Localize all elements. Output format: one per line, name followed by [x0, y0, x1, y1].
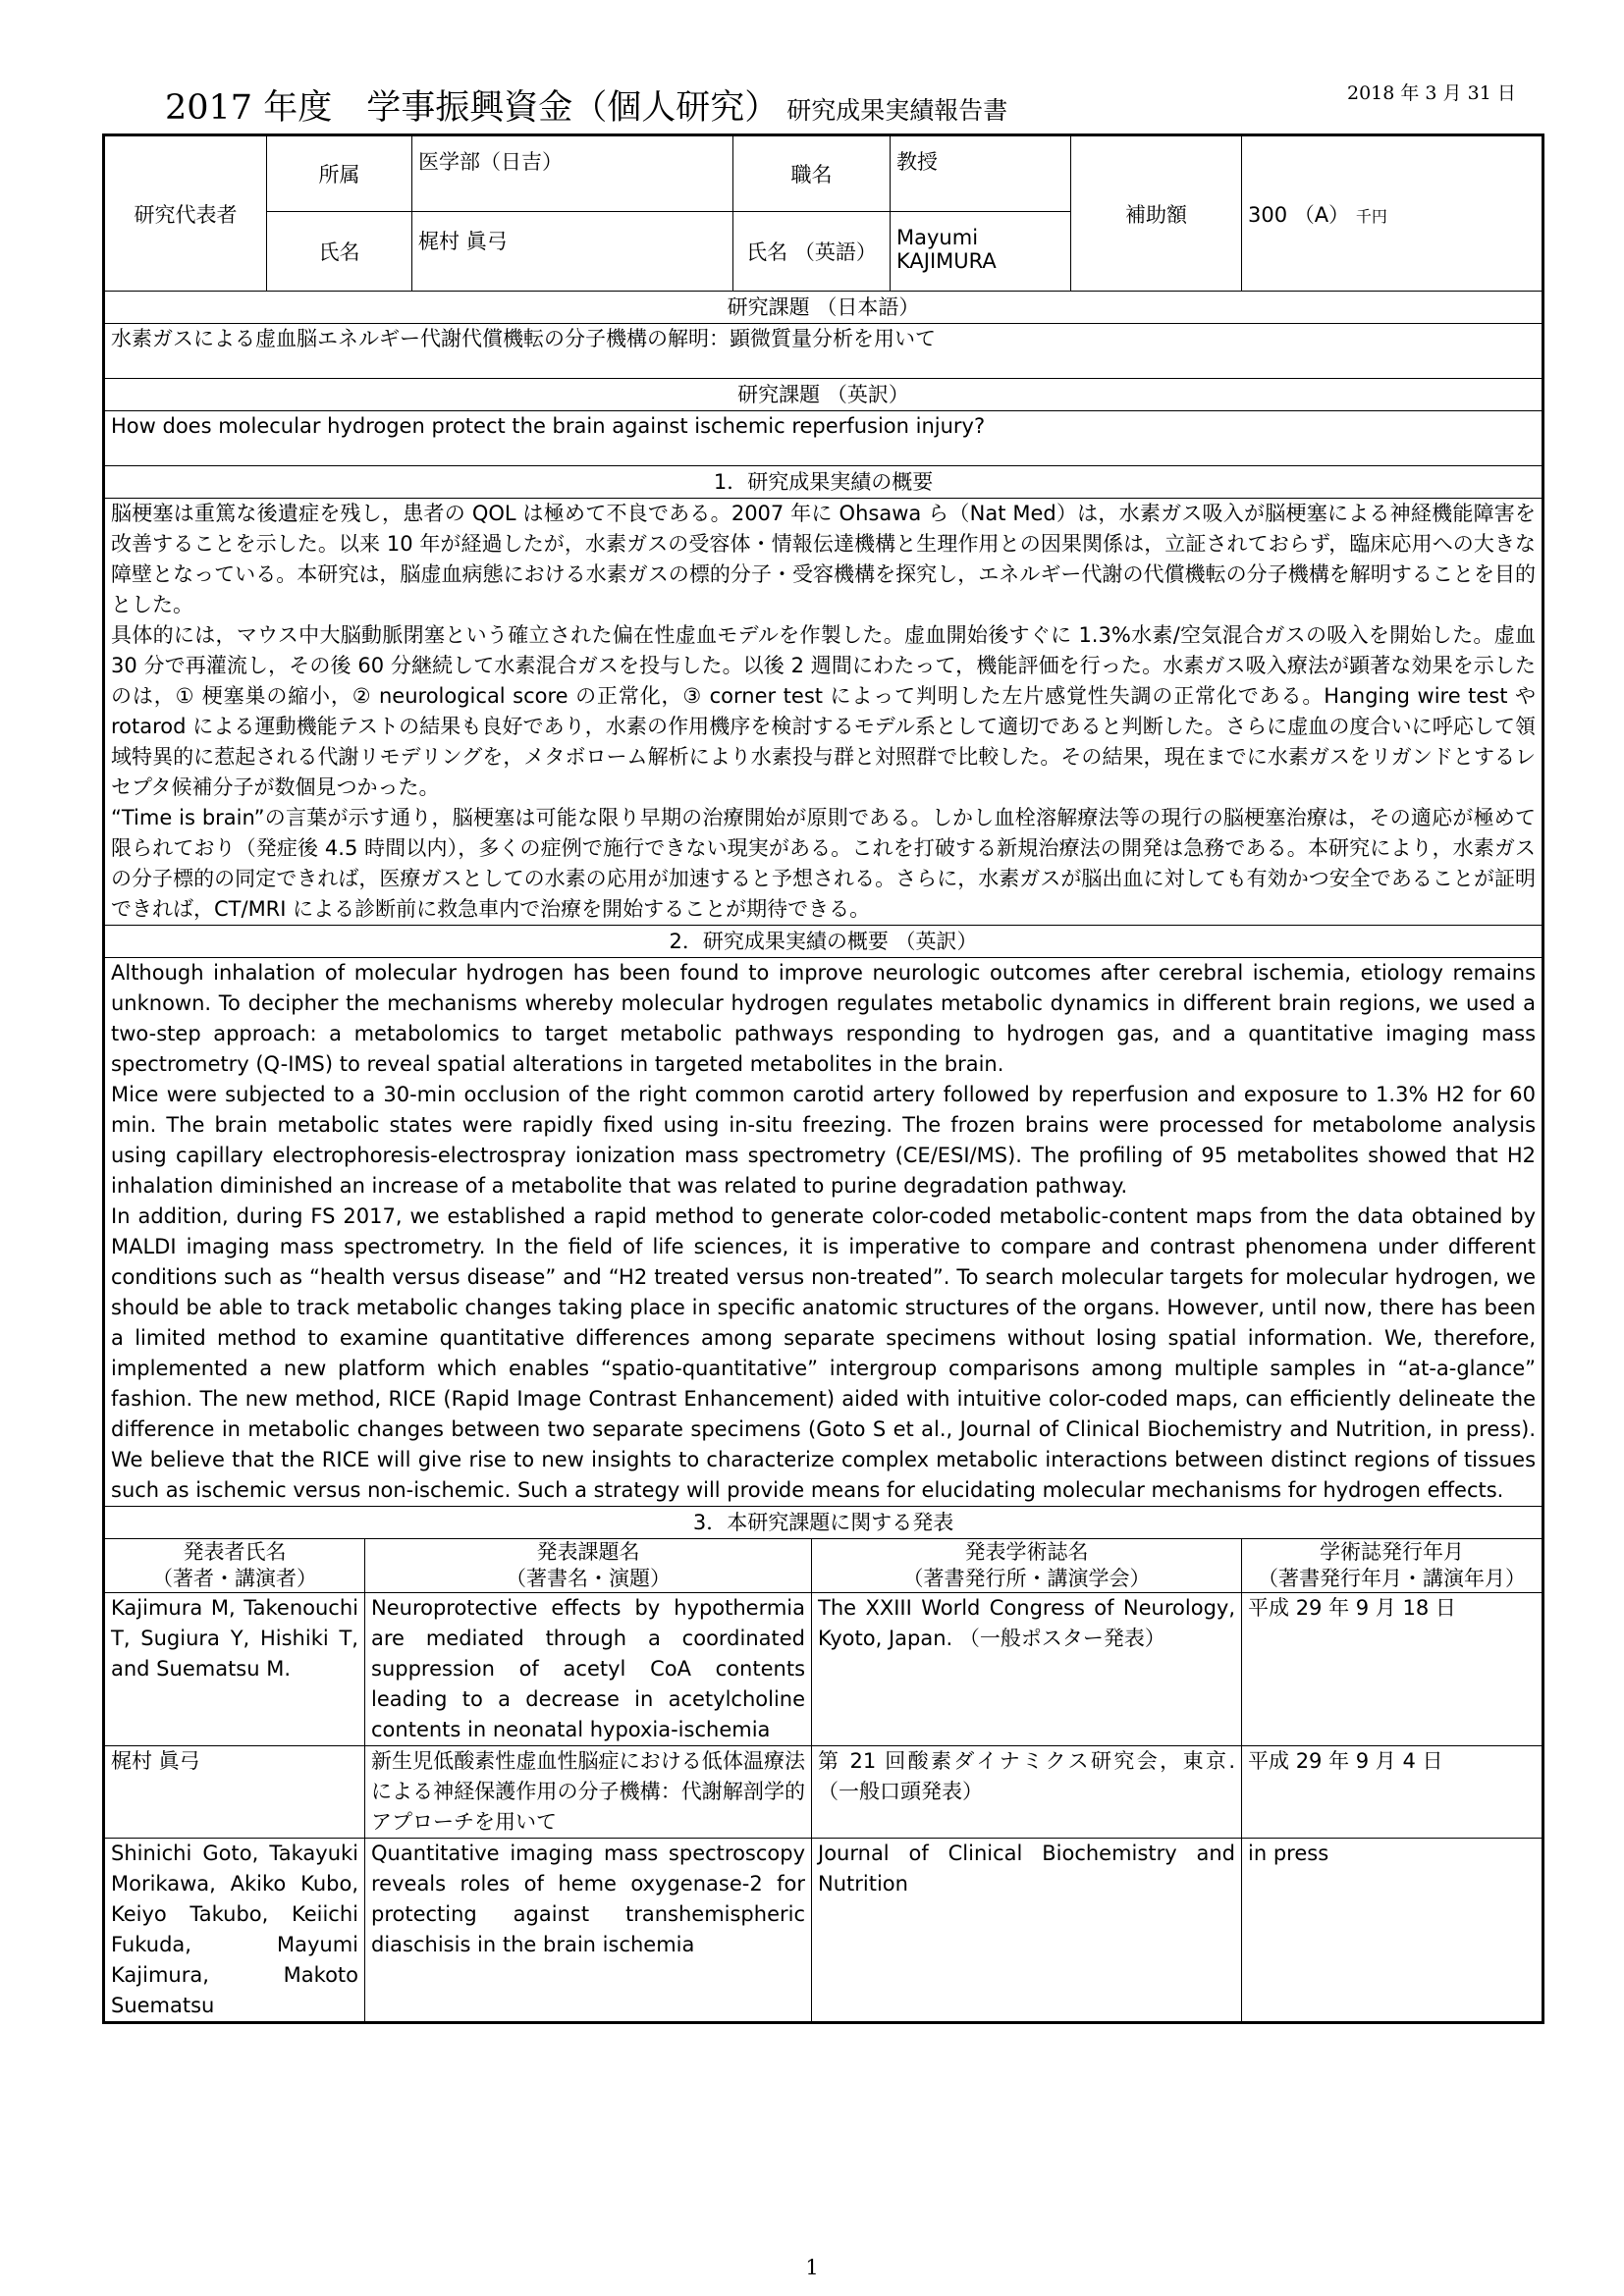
summary-en-heading: 2．研究成果実績の概要 （英訳） — [104, 926, 1543, 958]
pub-authors: Kajimura M, Takenouchi T, Sugiura Y, Hishiki T, and Suematsu M. — [104, 1593, 365, 1746]
pub-col-title — [365, 1539, 812, 1593]
pub-col-date-line1: 学術誌発行年月 — [1320, 1540, 1465, 1564]
summary-en-heading-row — [104, 926, 1543, 958]
summary-en-paragraph: Mice were subjected to a 30-min occlusion of the right common carotid artery followed by reperfusion and exposure to 1.3% H2 for 60 min. The brain metabolic states were rapidly fixed using in-situ freezing. The frozen brains were processed for metabolome analysis using capillary electrophoresis-electrospray ionization mass spectrometry (CE/ESI/MS). The profiling of 95 metabolites showed that H2 inhalation diminished an increase of a metabolite that was related to purine degradation pathway. — [111, 1083, 1537, 1198]
summary-jp-paragraph: 脳梗塞は重篤な後遺症を残し，患者の QOL は極めて不良である。2007 年に Ohsawa ら（Nat Med）は，水素ガス吸入が脳梗塞による神経機能障害を改善することを示した。以来 10 年が経過したが，水素ガスの受容体・情報伝達機構と生理作用との因果関係は，立証されておらず，臨床応用への大きな障壁となっている。本研究は，脳虚血病態における水素ガスの標的分子・受容機構を探究し，エネルギー代謝の代償機転の分子機構を解明することを目的とした。 — [111, 502, 1537, 616]
name-value: 梶村 眞弓 — [412, 212, 733, 292]
summary-jp-row — [104, 499, 1543, 926]
name-label: 氏名 — [267, 212, 412, 292]
topic-jp-heading-row — [104, 292, 1543, 324]
pub-date: in press — [1242, 1839, 1543, 2023]
pub-title: 新生児低酸素性虚血性脳症における低体温療法による神経保護作用の分子機構：代謝解剖学的アプローチを用いて — [365, 1746, 812, 1839]
report-title — [165, 80, 1007, 130]
pub-col-title-line2: （著書名・演題） — [506, 1567, 671, 1590]
grant-amount — [1242, 135, 1543, 292]
table-row — [104, 1746, 1543, 1839]
report-form — [102, 133, 1544, 2024]
pub-col-date — [1242, 1539, 1543, 1593]
pub-date: 平成 29 年 9 月 18 日 — [1242, 1593, 1543, 1746]
position-value: 教授 — [891, 135, 1071, 212]
topic-en-heading: 研究課題 （英訳） — [104, 379, 1543, 411]
grant-label: 補助額 — [1071, 135, 1242, 292]
summary-en-paragraph: In addition, during FS 2017, we established a rapid method to generate color-coded metabolic-content maps from the data obtained by MALDI imaging mass spectrometry. In the field of life sciences, it is imperative to compare and contrast phenomena under different conditions such as “health versus disease” and “H2 treated versus non-treated”. To search molecular targets for molecular hydrogen, we should be able to track metabolic changes taking place in specific anatomic structures of the organs. However, until now, there has been a limited method to examine quantitative differences among separate specimens without losing spatial information. We, therefore, implemented a new platform which enables “spatio-quantitative” intergroup comparisons among multiple samples in “at-a-glance” fashion. The new method, RICE (Rapid Image Contrast Enhancement) aided with intuitive color-coded maps, can efficiently delineate the difference in metabolic changes between two separate specimens (Goto S et al., Journal of Clinical Biochemistry and Nutrition, in press). We believe that the RICE will give rise to new insights to characterize complex metabolic interactions between distinct regions of tissues such as ischemic versus non-ischemic. Such a strategy will provide means for elucidating molecular mechanisms for hydrogen effects. — [111, 1204, 1537, 1502]
topic-en-heading-row — [104, 379, 1543, 411]
summary-jp-heading: 1．研究成果実績の概要 — [104, 466, 1543, 499]
pub-authors: 梶村 眞弓 — [104, 1746, 365, 1839]
pub-col-date-line2: （著書発行年月・講演年月） — [1258, 1567, 1527, 1590]
name-en-value: Mayumi KAJIMURA — [891, 212, 1071, 292]
pub-venue: 第 21 回酸素ダイナミクス研究会，東京. （一般口頭発表） — [812, 1746, 1242, 1839]
topic-jp-text: 水素ガスによる虚血脳エネルギー代謝代償機転の分子機構の解明：顕微質量分析を用いて — [104, 324, 1543, 379]
pub-col-authors-line1: 発表者氏名 — [183, 1540, 287, 1564]
summary-jp-paragraph: “Time is brain”の言葉が示す通り，脳梗塞は可能な限り早期の治療開始が原則である。しかし血栓溶解療法等の現行の脳梗塞治療は，その適応が極めて限られており（発症後 4.5 時間以内），多くの症例で施行できない現実がある。これを打破する新規治療法の開発は急務である。本研究により，水素ガスの分子標的の同定できれば，医療ガスとしての水素の応用が加速すると予想される。さらに，水素ガスが脳出血に対しても有効かつ安全であることが証明できれば，CT/MRI による診断前に救急車内で治療を開始することが期待できる。 — [111, 806, 1537, 921]
summary-en-paragraph: Although inhalation of molecular hydrogen has been found to improve neurologic outcomes after cerebral ischemia, etiology remains unknown. To decipher the mechanisms whereby molecular hydrogen regulates metabolic dynamics in different brain regions, we used a two-step approach: a metabolomics to target metabolic pathways responding to hydrogen gas, and a quantitative imaging mass spectrometry (Q-IMS) to reveal spatial alterations in targeted metabolites in the brain. — [111, 961, 1537, 1076]
summary-en-body — [104, 958, 1543, 1507]
topic-jp-heading: 研究課題 （日本語） — [104, 292, 1543, 324]
affiliation-label: 所属 — [267, 135, 412, 212]
summary-jp-heading-row — [104, 466, 1543, 499]
pub-col-venue-line2: （著書発行所・講演学会） — [902, 1567, 1151, 1590]
pub-col-venue-line1: 発表学術誌名 — [964, 1540, 1089, 1564]
grant-value: 300 （A） — [1248, 202, 1350, 227]
pub-col-authors — [104, 1539, 365, 1593]
pub-title: Neuroprotective effects by hypothermia are mediated through a coordinated suppression of acetyl CoA contents leading to a decrease in acetylcholine contents in neonatal hypoxia-ischemia — [365, 1593, 812, 1746]
pub-authors: Shinichi Goto, Takayuki Morikawa, Akiko Kubo, Keiyo Takubo, Keiichi Fukuda, Mayumi Kajimura, Makoto Suematsu — [104, 1839, 365, 2023]
pub-col-venue — [812, 1539, 1242, 1593]
info-row-affiliation — [104, 135, 1543, 212]
pub-title: Quantitative imaging mass spectroscopy reveals roles of heme oxygenase-2 for protecting against transhemispheric diaschisis in the brain ischemia — [365, 1839, 812, 2023]
name-en-label: 氏名 （英語） — [733, 212, 891, 292]
pub-venue: The XXIII World Congress of Neurology, Kyoto, Japan. （一般ポスター発表） — [812, 1593, 1242, 1746]
topic-en-row — [104, 411, 1543, 466]
summary-jp-body — [104, 499, 1543, 926]
pub-date: 平成 29 年 9 月 4 日 — [1242, 1746, 1543, 1839]
table-row — [104, 1593, 1543, 1746]
report-title-sub: 研究成果実績報告書 — [786, 96, 1008, 125]
topic-en-text: How does molecular hydrogen protect the brain against ischemic reperfusion injury? — [104, 411, 1543, 466]
pub-col-authors-line2: （著者・講演者） — [152, 1567, 317, 1590]
page-number: 1 — [805, 2256, 819, 2279]
pub-venue: Journal of Clinical Biochemistry and Nutrition — [812, 1839, 1242, 2023]
publications-header-row — [104, 1539, 1543, 1593]
topic-jp-row — [104, 324, 1543, 379]
report-date: 2018 年 3 月 31 日 — [1347, 82, 1516, 104]
summary-jp-paragraph: 具体的には，マウス中大脳動脈閉塞という確立された偏在性虚血モデルを作製した。虚血開始後すぐに 1.3%水素/空気混合ガスの吸入を開始した。虚血 30 分で再灌流し，その後 60 分継続して水素混合ガスを投与した。以後 2 週間にわたって，機能評価を行った。水素ガス吸入療法が顕著な効果を示したのは，① 梗塞巣の縮小，② neurological score の正常化，③ corner test によって判明した左片感覚性失調の正常化である。Hanging wire test や rotarod による運動機能テストの結果も良好であり，水素の作用機序を検討するモデル系として適切であると判断した。さらに虚血の度合いに呼応して領域特異的に惹起される代謝リモデリングを，メタボローム解析により水素投与群と対照群で比較した。その結果，現在までに水素ガスをリガンドとするレセプタ候補分子が数個見つかった。 — [111, 623, 1537, 799]
report-title-main: 2017 年度 学事振興資金（個人研究） — [165, 88, 780, 128]
publications-heading-row — [104, 1507, 1543, 1539]
position-label: 職名 — [733, 135, 891, 212]
summary-en-row — [104, 958, 1543, 1507]
table-row — [104, 1839, 1543, 2023]
publications-heading: 3．本研究課題に関する発表 — [104, 1507, 1543, 1539]
affiliation-value: 医学部（日吉） — [412, 135, 733, 212]
grant-unit: 千円 — [1355, 206, 1387, 226]
pub-col-title-line1: 発表課題名 — [536, 1540, 640, 1564]
representative-label: 研究代表者 — [104, 135, 267, 292]
